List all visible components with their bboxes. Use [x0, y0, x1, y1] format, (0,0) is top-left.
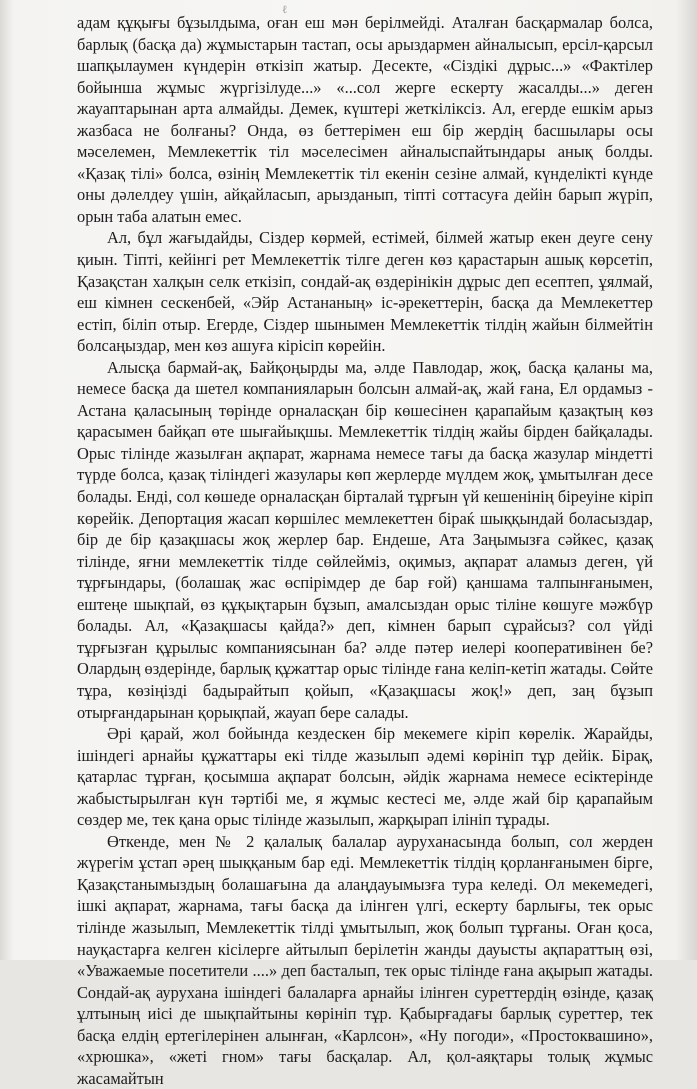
paragraph: адам құқығы бұзылдыма, оған еш мән берілмейді. Аталған басқармалар болса, барлық (басқа да) жұмыстарын тастап, осы арыздармен айналысып, ерсіл-қарсыл шапқылаумен күндерін өткізіп жатыр. Десекте, «Сіздікі дұрыс...» «Фактілер бойынша жұмыс жүргізілуде...» «...сол жерге ескерту жасалды...» деген жауаптарынан арта алмайды. Демек, күштері жеткіліксіз. Ал, егерде ешкім арыз жазбаса не болғаны? Онда, өз беттерімен еш бір жердің басшылары осы мәселемен, Мемлекеттік тіл мәселесімен айналыспайтындары анық болды. «Қазақ тілі» болса, өзінің Мемлекеттік тіл екенін сезіне алмай, күнделікті күнде оны дәлелдеу үшін, айқайласып, арызданып, тіпті соттасуға дейін барып жүріп, орын таба алатын емес.	[77, 13, 653, 226]
paragraph: Әрі қарай, жол бойында кездескен бір мекемеге кіріп көрелік. Жарайды, ішіндегі арнайы құжаттары екі тілде жазылып әдемі көрініп тұр дейік. Бірақ, қатарлас тұрған, қосымша ақпарат болсын, әйдік жарнама немесе есіктерінде жабыстырылған күн тәртібі ме, я жұмыс кестесі ме, әлде жай бір қарапайым сөздер ме, тек қана орыс тілінде жазылып, жарқырап ілініп тұрады.	[77, 724, 653, 830]
page-mark: ℓ	[282, 4, 288, 16]
paragraph: Өткенде, мен № 2 қалалық балалар ауруханасында болып, сол жерден жүрегім ұстап әрең шыққаным бар еді. Мемлекеттік тілдің қорланғанымен бірге, Қазақстанымыздың болашағына да алаңдауымызға тура келеді. Ол мекемедегі, ішкі ақпарат, жарнама, тағы басқа да ілінген үлгі, ескерту барлығы, тек орыс тілінде жазылып, Мемлекеттік тілді ұмытылып, жоқ болып тұрғаны. Оған қоса, науқастарға келген кісілерге айтылып берілетін жанды дауысты ақпараттың өзі, «Уважаемые посетители ....» деп басталып, тек орыс тілінде ғана ақырып жатады. Сондай-ақ аурухана ішіндегі балаларға арнайы ілінген суреттердің өзінде, қазақ ұлтының иісі де шықпайтыны көрініп тұр. Қабырғадағы барлық суреттер, тек басқа елдің ертегілерінен алынған, «Карлсон», «Ну погоди», «Простоквашино», «хрюшка», «жеті гном» тағы басқалар. Ал, қол-аяқтары толық жұмыс жасамайтын	[77, 831, 653, 1088]
paragraph: Ал, бұл жағыдайды, Сіздер көрмей, естімей, білмей жатыр екен деуге сену қиын. Тіпті, кейінгі рет Мемлекеттік тілге деген көз қарастарын ашық көрсетіп, Қазақстан халқын селк еткізіп, сондай-ақ өздерінікін дұрыс деп есептеп, ұялмай, еш кімнен сескенбей, «Эйр Астананың» іс-әрекеттерін, басқа да Мемлекеттер естіп, біліп отыр. Егерде, Сіздер шынымен Мемлекеттік тілдің жайын білмейтін болсаңыздар, мен көз ашуға кірісіп көрейін.	[77, 228, 653, 356]
paragraph: Алысқа бармай-ақ, Байқоңырды ма, әлде Павлодар, жоқ, басқа қаланы ма, немесе басқа да шетел компанияларын болсын алмай-ақ, жай ғана, Ел ордамыз - Астана қаласының төрінде орналасқан бір көшесінен қарапайым қазақтың көз қарасымен байқап өте шығайықшы. Мемлекеттік тілдің жайы бірден байқалады. Орыс тілінде жазылған ақпарат, жарнама немесе тағы да басқа жазулар міндетті түрде болса, қазақ тіліндегі жазулары көп жерлерде мүлдем жоқ, ұмытылған десе болады. Енді, сол көшеде орналасқан бірталай тұрғын үй кешенінің біреуіне кіріп көрейік. Депортация жасап көршілес мемлекеттен біраќ шыққындай боласыздар, бір де бір қазақшасы жоқ жерлер бар. Ендеше, Ата Заңымызға сәйкес, қазақ тілінде, яғни мемлекеттік тілде сөйлейміз, оқимыз, ақпарат аламыз деген, үй тұрғындары, (болашақ жас өспірімдер де бар ғой) қаншама талпынғанымен, ештеңе шықпай, өз құқықтарын бұзып, амалсыздан орыс тіліне көшуге мәжбүр болады. Ал, «Қазақшасы қайда?» деп, кімнен барып сұрайсыз? сол үйді тұрғызған құрылыс компаниясынан ба? әлде пәтер иелері кооперативінен бе? Олардың өздерінде, барлық құжаттар орыс тілінде ғана келіп-кетіп жатады. Сөйте тұра, көзіңізді бадырайтып қойып, «Қазақшасы жоқ!» деп, заң бұзып отырғандарынан қорықпай, жауап бере салады.	[77, 357, 653, 722]
document-body	[77, 12, 653, 1089]
